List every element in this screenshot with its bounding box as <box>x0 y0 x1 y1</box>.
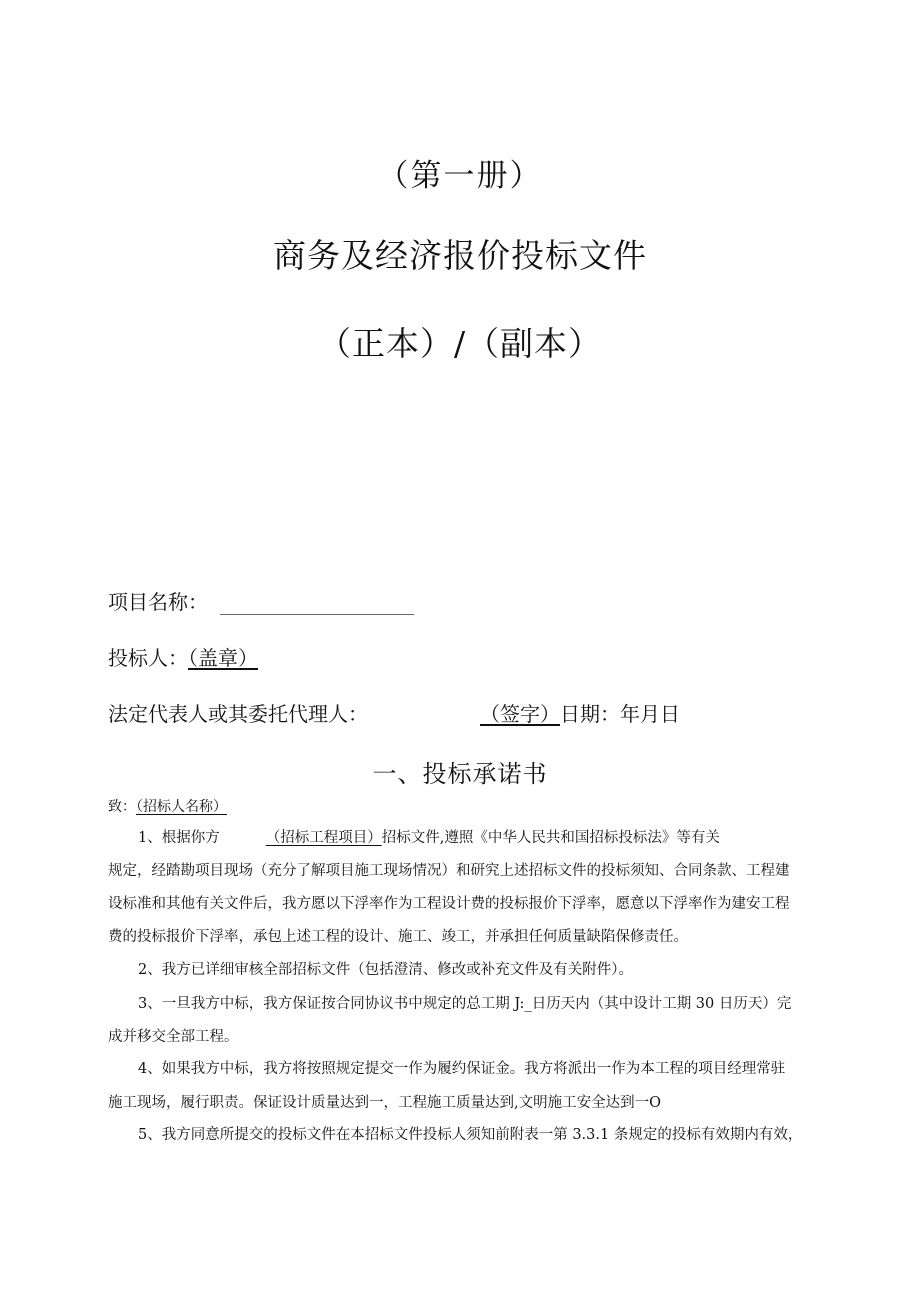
paragraph-1-rest: 招标文件,遵照《中华人民共和国招标投标法》等有关 <box>381 830 720 846</box>
paragraph-1-project: （招标工程项目） <box>265 830 382 846</box>
paragraph-1-line-2: 规定，经踏勘项目现场（充分了解项目施工现场情况）和研究上述招标文件的投标须知、合同条款、工程建 <box>108 863 790 879</box>
paragraph-4-line-2: 施工现场，履行职责。保证设计质量达到一，工程施工质量达到,文明施工安全达到一O <box>108 1095 661 1111</box>
bidder-seal-value: （盖章） <box>188 646 258 670</box>
section-heading: 一、投标承诺书 <box>372 760 548 788</box>
paragraph-4-line-1: 4、如果我方中标，我方将按照规定提交一作为履约保证金。我方将派出一作为本工程的项目经理常驻 <box>138 1061 786 1077</box>
addressee-line <box>108 796 227 816</box>
paragraph-3-line-2: 成并移交全部工程。 <box>108 1029 239 1045</box>
project-name-label: 项目名称： <box>108 590 208 614</box>
bidder-label: 投标人： <box>108 646 188 670</box>
paragraph-3-line-1: 3、一旦我方中标，我方保证按合同协议书中规定的总工期 J:_日历天内（其中设计工期 30 日历天）完 <box>138 996 792 1012</box>
bidder-field <box>108 642 258 671</box>
paragraph-1-line-3: 设标准和其他有关文件后，我方愿以下浮率作为工程设计费的投标报价下浮率，愿意以下浮率作为建安工程 <box>108 896 790 912</box>
document-title: 商务及经济报价投标文件 <box>273 236 647 275</box>
legal-representative-field <box>108 698 680 727</box>
paragraph-1-line-4: 费的投标报价下浮率，承包上述工程的设计、施工、竣工，并承担任何质量缺陷保修责任。 <box>108 929 688 945</box>
paragraph-2: 2、我方已详细审核全部招标文件（包括澄清、修改或补充文件及有关附件）。 <box>138 962 633 978</box>
paragraph-1-line-1 <box>138 828 720 848</box>
legal-representative-label: 法定代表人或其委托代理人： <box>108 702 368 726</box>
volume-title: （第一册） <box>377 158 543 194</box>
paragraph-1-prefix: 1、根据你方 <box>138 830 220 846</box>
paragraph-5-line-1: 5、我方同意所提交的投标文件在本招标文件投标人须知前附表一第 3.3.1 条规定的投标有效期内有效， <box>138 1127 803 1143</box>
copy-type-title: （正本）/（副本） <box>317 324 603 363</box>
date-text: 日期：年月日 <box>560 702 680 726</box>
signature-value: （签字） <box>480 702 560 726</box>
addressee-value: （招标人名称） <box>136 799 227 815</box>
addressee-label: 致： <box>108 799 136 815</box>
project-name-field <box>108 586 414 615</box>
project-name-blank <box>220 592 414 615</box>
